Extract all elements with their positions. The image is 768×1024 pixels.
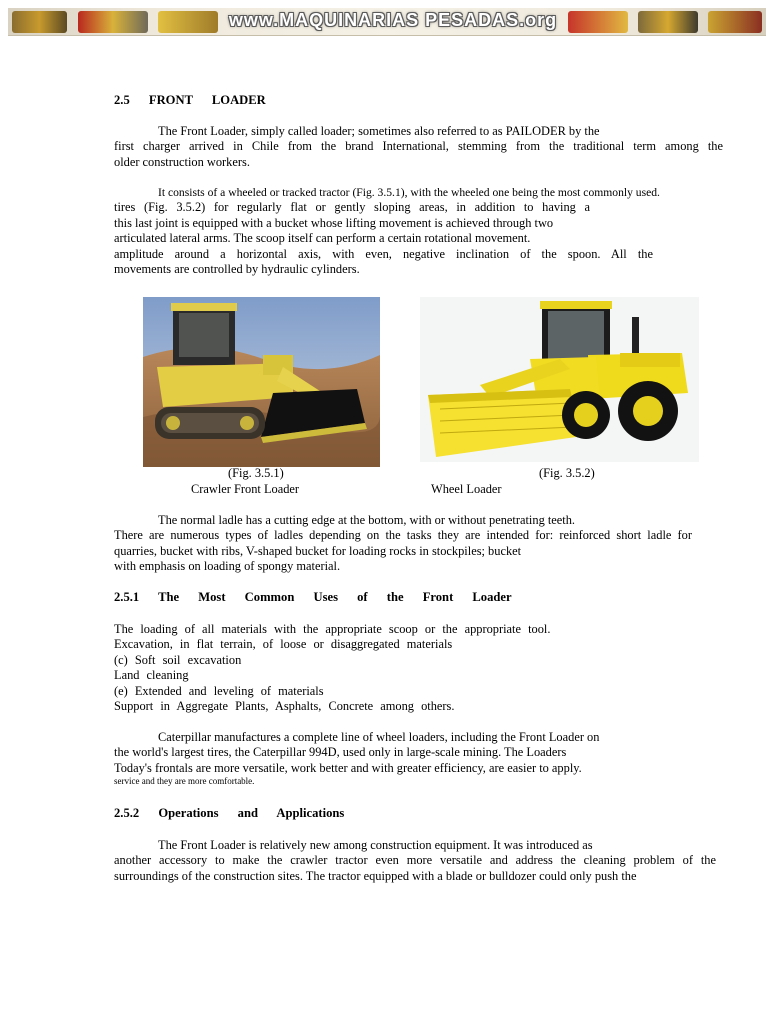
text-line: Caterpillar manufactures a complete line of wheel loaders, including the Front Loader on <box>158 730 600 744</box>
text-line: older construction workers. <box>114 154 250 169</box>
wheel-loader-photo <box>420 297 699 462</box>
list-item: The loading of all materials with the appropriate scoop or the appropriate tool. <box>114 622 551 636</box>
text-line: another accessory to make the crawler tractor even more versatile and address the cleaning problem of the <box>114 853 716 868</box>
list-item: (c) Soft soil excavation <box>114 652 242 667</box>
paragraph-intro <box>114 124 723 170</box>
text-line: movements are controlled by hydraulic cylinders. <box>114 262 360 277</box>
list-item: (e) Extended and leveling of materials <box>114 683 324 698</box>
section-heading: 2.5 FRONT LOADER <box>114 93 266 107</box>
text-line: The Front Loader, simply called loader; sometimes also referred to as PAILODER by the <box>158 124 600 138</box>
text-line: with emphasis on loading of spongy material. <box>114 559 341 574</box>
paragraph-ladle-types <box>114 513 723 575</box>
banner-machine-image <box>78 11 148 33</box>
banner-machine-image <box>638 11 698 33</box>
paragraph-description <box>114 185 723 277</box>
list-item: Land cleaning <box>114 668 189 683</box>
text-line: amplitude around a horizontal axis, with even, negative inclination of the spoon. All the <box>114 246 653 261</box>
banner-machine-image <box>708 11 762 33</box>
banner-machine-image <box>12 11 67 33</box>
text-line: first charger arrived in Chile from the brand International, stemming from the traditional term among the <box>114 139 723 154</box>
paragraph-operations <box>114 838 723 884</box>
text-line: tires (Fig. 3.5.2) for regularly flat or gently sloping areas, in addition to having a <box>114 200 590 215</box>
list-item: Support in Aggregate Plants, Asphalts, Concrete among others. <box>114 699 455 714</box>
section-heading: 2.5.2 Operations and Applications <box>114 806 345 820</box>
figure-number: (Fig. 3.5.2) <box>539 466 595 480</box>
figure-number: (Fig. 3.5.1) <box>228 466 284 480</box>
site-banner <box>8 8 766 36</box>
text-line: the world's largest tires, the Caterpillar 994D, used only in large-scale mining. The Loaders <box>114 745 567 760</box>
uses-list <box>114 622 723 714</box>
text-line: this last joint is equipped with a bucket whose lifting movement is achieved through two <box>114 215 554 230</box>
crawler-loader-photo <box>143 297 380 467</box>
figure-caption: Wheel Loader <box>431 482 502 496</box>
banner-site-name: www.MAQUINARIAS PESADAS.org <box>228 10 558 30</box>
section-heading: 2.5.1 The Most Common Uses of the Front Loader <box>114 590 512 604</box>
text-line: It consists of a wheeled or tracked tractor (Fig. 3.5.1), with the wheeled one being the most commonly used. <box>158 186 660 199</box>
text-line: service and they are more comfortable. <box>114 776 255 787</box>
text-line: surroundings of the construction sites. The tractor equipped with a blade or bulldozer could only push the <box>114 868 637 883</box>
text-line: The Front Loader is relatively new among construction equipment. It was introduced as <box>158 838 593 852</box>
paragraph-caterpillar <box>114 730 723 787</box>
figure-caption: Crawler Front Loader <box>191 482 300 496</box>
text-line: There are numerous types of ladles depending on the tasks they are intended for: reinforced short ladle for <box>114 528 692 543</box>
text-line: articulated lateral arms. The scoop itself can perform a certain rotational movement. <box>114 231 531 246</box>
text-line: Today's frontals are more versatile, work better and with greater efficiency, are easier to apply. <box>114 760 582 775</box>
text-line: The normal ladle has a cutting edge at the bottom, with or without penetrating teeth. <box>158 513 576 527</box>
banner-machine-image <box>158 11 218 33</box>
list-item: Excavation, in flat terrain, of loose or disaggregated materials <box>114 637 453 652</box>
banner-machine-image <box>568 11 628 33</box>
text-line: quarries, bucket with ribs, V-shaped bucket for loading rocks in stockpiles; bucket <box>114 543 522 558</box>
